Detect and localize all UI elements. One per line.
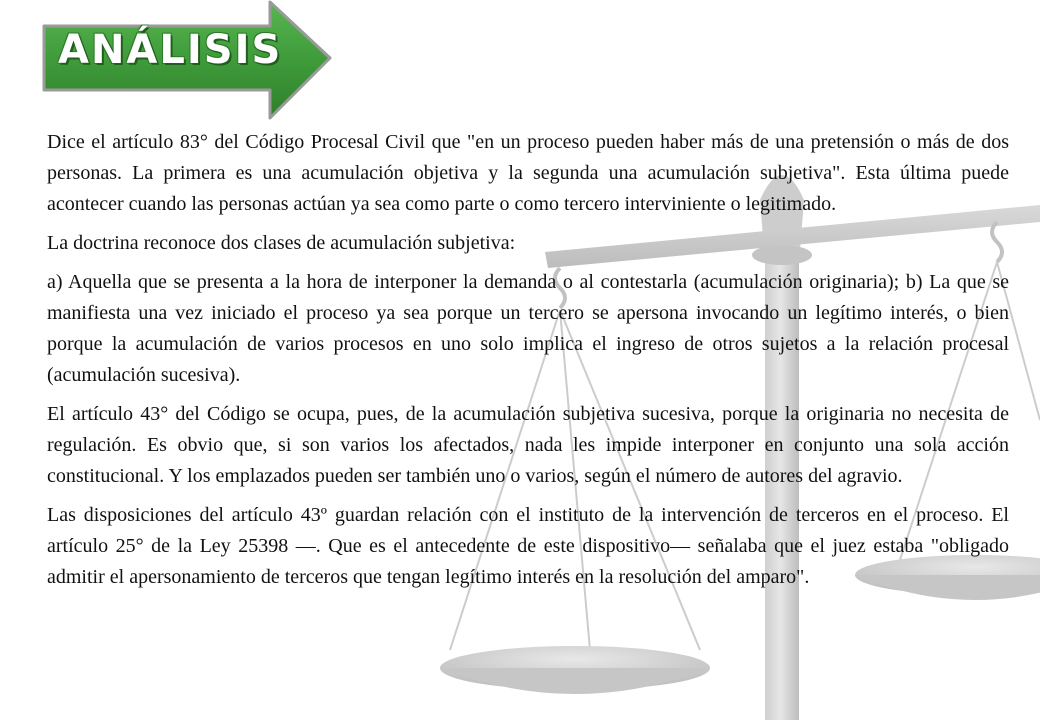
paragraph-3: a) Aquella que se presenta a la hora de interponer la demanda o al contestarla (acumulación originaria); b) La que se manifiesta una vez iniciado el proceso ya sea porque un tercero se apersona invocando un legítimo interés, o bien porque la acumulación de varios procesos en uno solo implica el ingreso de otros sujetos a la relación procesal (acumulación sucesiva). bbox=[47, 271, 1009, 386]
paragraph-1: Dice el artículo 83° del Código Procesal Civil que "en un proceso pueden haber más de una pretensión o más de dos personas. La primera es una acumulación objetiva y la segunda una acumulación subjetiva". Esta última puede acontecer cuando las personas actúan ya sea como parte o como tercero interviniente o legitimado. bbox=[47, 131, 1009, 215]
page-title: ANÁLISIS bbox=[58, 27, 283, 73]
document-body bbox=[47, 127, 1009, 601]
paragraph-2: La doctrina reconoce dos clases de acumulación subjetiva: bbox=[47, 232, 516, 254]
paragraph-5: Las disposiciones del artículo 43º guardan relación con el instituto de la intervención de terceros en el proceso. El artículo 25° de la Ley 25398 —. Que es el antecedente de este dispositivo— señalaba que el juez estaba "obligado admitir el apersonamiento de terceros que tengan legítimo interés en la resolución del amparo". bbox=[47, 504, 1009, 588]
paragraph-4: El artículo 43° del Código se ocupa, pues, de la acumulación subjetiva sucesiva, porque la originaria no necesita de regulación. Es obvio que, si son varios los afectados, nada les impide interponer en conjunto una sola acción constitucional. Y los emplazados pueden ser también uno o varios, según el número de autores del agravio. bbox=[47, 403, 1009, 487]
